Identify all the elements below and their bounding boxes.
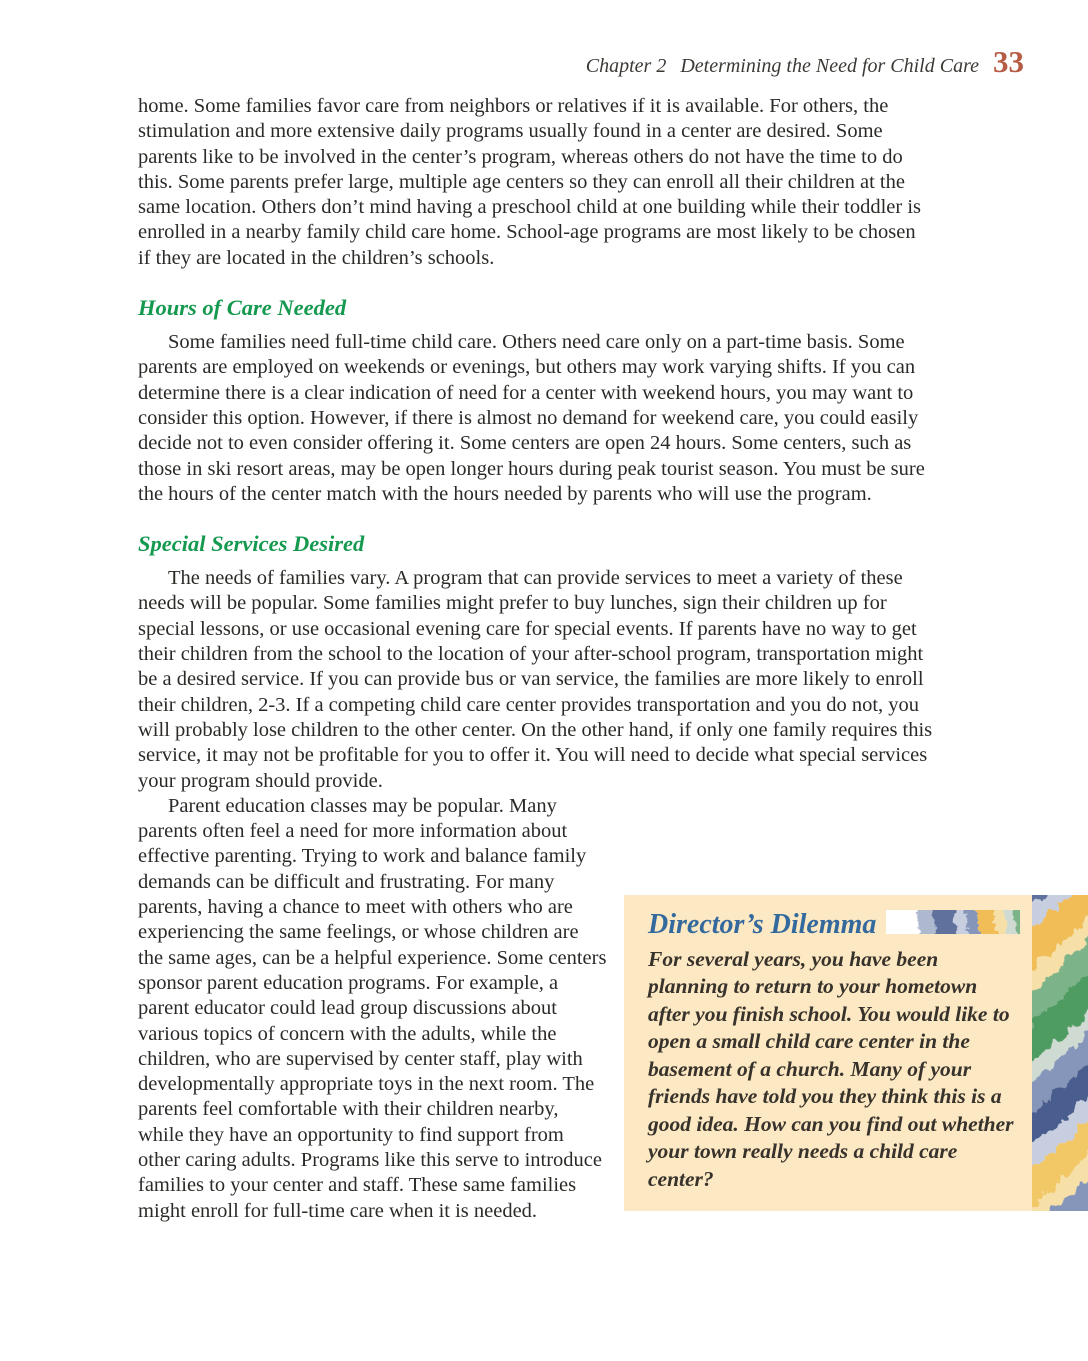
page-header: [0, 0, 1088, 80]
paragraph-services-1: The needs of families vary. A program that can provide services to meet a variety of these needs will be popular. Some families might prefer to buy lunches, sign their children up for special lessons, or use occasional evening care for special events. If parents have no way to get their children from the school to the location of your after-school program, transportation might be a desired service. If you can provide bus or van service, the families are more likely to enroll their children, 2-3. If a competing child care center provides transportation and you do not, you will probably lose children to the other center. On the other hand, if only one family requires this service, it may not be profitable for you to offer it. You will need to decide what special services your program should provide.: [138, 567, 933, 792]
running-head-title: Determining the Need for Child Care: [680, 55, 979, 77]
directors-dilemma-text: For several years, you have been planning to return to your hometown after you finish school. You would like to open a small child care center in the basement of a church. Many of your friends have told you they think this is a good idea. How can you find out whether your town really needs a child care center?: [648, 946, 1014, 1191]
page-number: 33: [993, 44, 1024, 79]
paragraph-services-2: Parent education classes may be popular. Many parents often feel a need for more information about effective parenting. Trying to work and balance family demands can be difficult and frustrating. For many parents, having a chance to meet with others who are experiencing the same feelings, or whose children are the same ages, can be a helpful experience. Some centers sponsor parent education programs. For example, a parent educator could lead group discussions about various topics of concern with the adults, while the children, who are supervised by center staff, play with developmentally appropriate toys in the next room. The parents feel comfortable with their children nearby, while they have an opportunity to find support from other caring adults. Programs like this serve to introduce families to your center and staff. These same families might enroll for full-time care when it is needed.: [138, 794, 607, 1222]
watercolor-title-strip-icon: [886, 910, 1020, 934]
running-head-chapter: Chapter 2: [585, 55, 667, 77]
section-heading-services: Special Services Desired: [138, 531, 365, 557]
paragraph-hours: Some families need full-time child care. Others need care only on a part-time basis. Some parents are employed on weekends or evenings, but others may work varying shifts. If you can determine there is a clear indication of need for a center with weekend hours, you may want to consider this option. However, if there is almost no demand for weekend care, you could easily decide not to even consider offering it. Some centers are open 24 hours. Some centers, such as those in ski resort areas, may be open longer hours during peak tourist season. You must be sure the hours of the center match with the hours needed by parents who will use the program.: [138, 331, 925, 505]
directors-dilemma-box: [624, 895, 1032, 1212]
running-head: [586, 55, 979, 78]
watercolor-accent-strip-icon: [1032, 895, 1088, 1212]
paragraph-intro: home. Some families favor care from neighbors or relatives if it is available. For others, the stimulation and more extensive daily programs usually found in a center are desired. Some parents like to be involved in the center’s program, whereas others do not have the time to do this. Some parents prefer large, multiple age centers so they can enroll all their children at the same location. Others don’t mind having a preschool child at one building while their toddler is enrolled in a nearby family child care home. School-age programs are most likely to be chosen if they are located in the children’s schools.: [138, 95, 922, 269]
directors-dilemma-title-row: [648, 909, 1020, 941]
directors-dilemma-sidebar: [624, 895, 1088, 1212]
page-body: [138, 94, 1088, 1224]
directors-dilemma-title: Director’s Dilemma: [648, 908, 877, 940]
section-heading-hours: Hours of Care Needed: [138, 295, 347, 321]
